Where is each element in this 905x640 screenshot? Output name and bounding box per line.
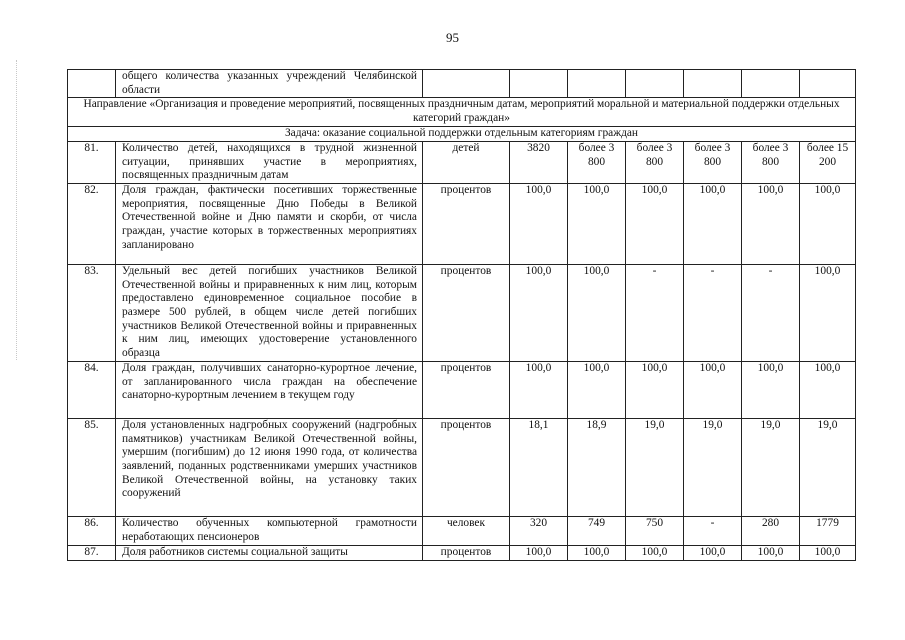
value-cell: 100,0 <box>626 183 684 264</box>
table-row <box>68 545 856 560</box>
value-cell <box>800 70 856 98</box>
value-cell <box>626 70 684 98</box>
value-cell: 100,0 <box>684 361 742 418</box>
value-cell: 100,0 <box>800 545 856 560</box>
value-cell: 280 <box>742 516 800 545</box>
row-number: 86. <box>68 516 116 545</box>
unit-cell: процентов <box>423 418 510 516</box>
value-cell: - <box>626 264 684 361</box>
value-cell: 100,0 <box>800 361 856 418</box>
value-cell: более 15 200 <box>800 141 856 183</box>
table-row <box>68 141 856 183</box>
unit-cell: процентов <box>423 183 510 264</box>
value-cell: - <box>684 264 742 361</box>
value-cell: 18,9 <box>568 418 626 516</box>
unit-cell: процентов <box>423 361 510 418</box>
value-cell <box>510 70 568 98</box>
task-heading: Задача: оказание социальной поддержки отдельным категориям граждан <box>68 126 856 141</box>
table-row <box>68 418 856 516</box>
indicators-table <box>67 69 856 561</box>
value-cell: 100,0 <box>684 545 742 560</box>
table-row <box>68 516 856 545</box>
value-cell: 100,0 <box>510 264 568 361</box>
indicator-description: общего количества указанных учреждений Челябинской области <box>116 70 423 98</box>
row-number-cell <box>68 70 116 98</box>
value-cell: 1779 <box>800 516 856 545</box>
binding-line <box>16 60 17 360</box>
indicator-description: Количество обученных компьютерной грамотности неработающих пенсионеров <box>116 516 423 545</box>
unit-cell: процентов <box>423 545 510 560</box>
row-number: 87. <box>68 545 116 560</box>
task-row <box>68 126 856 141</box>
value-cell <box>684 70 742 98</box>
row-number: 81. <box>68 141 116 183</box>
value-cell: 100,0 <box>568 264 626 361</box>
value-cell: 100,0 <box>568 183 626 264</box>
value-cell: 749 <box>568 516 626 545</box>
page-number: 95 <box>446 30 459 45</box>
value-cell: 19,0 <box>626 418 684 516</box>
value-cell: 100,0 <box>568 545 626 560</box>
value-cell: 100,0 <box>510 545 568 560</box>
value-cell: более 3 800 <box>626 141 684 183</box>
indicator-description: Доля граждан, получивших санаторно-курортное лечение, от запланированного числа граждан на обеспечение санаторно-курортным лечением в текущем году <box>116 361 423 418</box>
value-cell: 320 <box>510 516 568 545</box>
value-cell: 100,0 <box>510 183 568 264</box>
direction-row <box>68 98 856 126</box>
unit-cell: процентов <box>423 264 510 361</box>
indicator-description: Доля работников системы социальной защиты <box>116 545 423 560</box>
value-cell <box>742 70 800 98</box>
value-cell: более 3 800 <box>742 141 800 183</box>
row-number: 84. <box>68 361 116 418</box>
value-cell: 19,0 <box>742 418 800 516</box>
value-cell: 18,1 <box>510 418 568 516</box>
indicator-description: Удельный вес детей погибших участников Великой Отечественной войны и приравненных к ним лиц, которым предоставлено единовременное социальное пособие в размере 500 рублей, в общем числе детей погибших участников Великой Отечественной войны и приравненных к ним лиц, имеющих удостоверение установленного образца <box>116 264 423 361</box>
unit-cell: детей <box>423 141 510 183</box>
value-cell: 100,0 <box>742 361 800 418</box>
value-cell: 3820 <box>510 141 568 183</box>
value-cell: 100,0 <box>510 361 568 418</box>
row-number: 82. <box>68 183 116 264</box>
value-cell: 100,0 <box>568 361 626 418</box>
value-cell: 19,0 <box>684 418 742 516</box>
value-cell: более 3 800 <box>568 141 626 183</box>
value-cell: 100,0 <box>742 545 800 560</box>
value-cell: - <box>742 264 800 361</box>
value-cell: 750 <box>626 516 684 545</box>
indicator-description: Доля установленных надгробных сооружений (надгробных памятников) участникам Великой Отечественной войны, умершим (погибшим) до 12 июня 1990 года, от количества заявлений, поданных родственниками умерших участников Великой Отечественной войны, на установку таких сооружений <box>116 418 423 516</box>
row-number: 83. <box>68 264 116 361</box>
value-cell: 100,0 <box>800 264 856 361</box>
value-cell: - <box>684 516 742 545</box>
value-cell: более 3 800 <box>684 141 742 183</box>
value-cell: 100,0 <box>684 183 742 264</box>
unit-cell: человек <box>423 516 510 545</box>
table-row <box>68 361 856 418</box>
table-row <box>68 264 856 361</box>
indicator-description: Количество детей, находящихся в трудной жизненной ситуации, принявших участие в мероприятиях, посвященных праздничным датам <box>116 141 423 183</box>
value-cell: 19,0 <box>800 418 856 516</box>
table-row-continuation <box>68 70 856 98</box>
value-cell: 100,0 <box>626 361 684 418</box>
value-cell <box>568 70 626 98</box>
indicator-description: Доля граждан, фактически посетивших торжественные мероприятия, посвященные Дню Победы в Великой Отечественной войне и Дню памяти и скорби, от числа граждан, участие которых в торжественных мероприятиях запланировано <box>116 183 423 264</box>
value-cell: 100,0 <box>800 183 856 264</box>
value-cell: 100,0 <box>626 545 684 560</box>
table-row <box>68 183 856 264</box>
row-number: 85. <box>68 418 116 516</box>
unit-cell <box>423 70 510 98</box>
direction-heading: Направление «Организация и проведение мероприятий, посвященных праздничным датам, мероприятий моральной и материальной поддержки отдельных категорий граждан» <box>68 98 856 126</box>
value-cell: 100,0 <box>742 183 800 264</box>
